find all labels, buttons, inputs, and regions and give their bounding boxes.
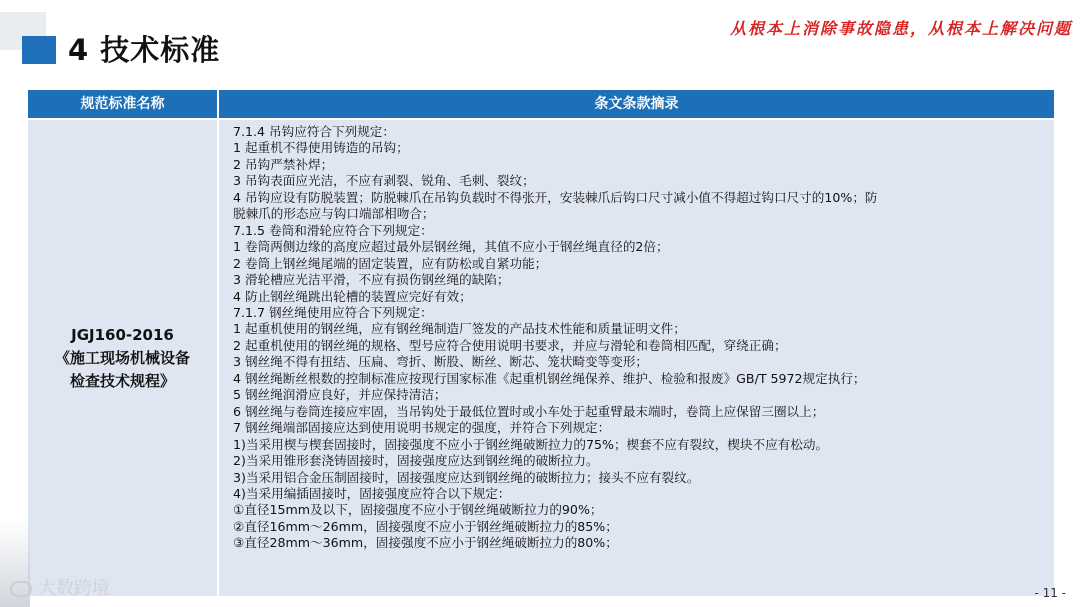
clause-line: 5 钢丝绳润滑应良好，并应保持清洁； [233, 387, 447, 403]
clause-line: 7 钢丝绳端部固接应达到使用说明书规定的强度，并符合下列规定： [233, 420, 611, 436]
clause-line: 2)当采用锥形套浇铸固接时，固接强度应达到钢丝绳的破断拉力。 [233, 453, 599, 469]
clause-line: ③直径28mm～36mm，固接强度不应小于钢丝绳破断拉力的80%； [233, 535, 618, 551]
clause-line: ②直径16mm～26mm，固接强度不应小于钢丝绳破断拉力的85%； [233, 518, 618, 534]
clause-line: 4 钢丝绳断丝根数的控制标准应按现行国家标准《起重机钢丝绳保养、维护、检验和报废》GB/T 5972规定执行； [233, 370, 866, 386]
standard-name-cell [28, 120, 217, 596]
clause-line: 1 起重机不得使用铸造的吊钩； [233, 140, 409, 156]
clause-line: 7.1.7 钢丝绳使用应符合下列规定： [233, 304, 433, 320]
clause-line: 4)当采用编插固接时，固接强度应符合以下规定： [233, 485, 511, 501]
clause-line: 4 防止钢丝绳跳出轮槽的装置应完好有效； [233, 288, 472, 304]
table-header-row [28, 90, 1054, 118]
standards-table [28, 90, 1054, 596]
column-header-clause-excerpt: 条文条款摘录 [219, 90, 1054, 118]
clause-line: 1 卷筒两侧边缘的高度应超过最外层钢丝绳，其值不应小于钢丝绳直径的2倍； [233, 239, 669, 255]
watermark [10, 574, 110, 600]
standard-code: JGJ160-2016 [71, 325, 174, 344]
clause-line: 1)当采用楔与楔套固接时，固接强度不应小于钢丝绳破断拉力的75%；楔套不应有裂纹，楔块不应有松动。 [233, 436, 829, 452]
clause-line: 2 卷筒上钢丝绳尾端的固定装置，应有防松或自紧功能； [233, 255, 548, 271]
clause-line: 3)当采用铝合金压制固接时，固接强度应达到钢丝绳的破断拉力；接头不应有裂纹。 [233, 469, 700, 485]
clause-line: 4 吊钩应设有防脱装置；防脱棘爪在吊钩负载时不得张开，安装棘爪后钩口尺寸减小值不得超过钩口尺寸的10%；防 [233, 189, 878, 205]
page-title: 4 技术标准 [68, 33, 221, 67]
clause-line: 3 钢丝绳不得有扭结、压扁、弯折、断股、断丝、断芯、笼状畸变等变形； [233, 354, 649, 370]
clause-excerpt-cell [219, 120, 1054, 596]
standard-name-line2: 检查技术规程》 [69, 371, 175, 390]
clause-line: ①直径15mm及以下，固接强度不应小于钢丝绳破断拉力的90%； [233, 502, 603, 518]
column-header-standard-name: 规范标准名称 [28, 90, 217, 118]
clause-line: 3 滑轮槽应光洁平滑，不应有损伤钢丝绳的缺陷； [233, 272, 510, 288]
slogan: 从根本上消除事故隐患，从根本上解决问题 [729, 19, 1072, 38]
clause-line: 脱棘爪的形态应与钩口端部相吻合； [233, 206, 435, 222]
clause-list [233, 124, 1046, 552]
watermark-logo-icon [10, 581, 32, 597]
title-marker [22, 36, 56, 64]
clause-line: 2 吊钩严禁补焊； [233, 156, 334, 172]
clause-line: 3 吊钩表面应光洁，不应有剥裂、锐角、毛刺、裂纹； [233, 173, 535, 189]
watermark-text: 大数跨境 [38, 578, 110, 599]
clause-line: 2 起重机使用的钢丝绳的规格、型号应符合使用说明书要求，并应与滑轮和卷筒相匹配，穿绕正确； [233, 337, 787, 353]
clause-line: 6 钢丝绳与卷筒连接应牢固，当吊钩处于最低位置时或小车处于起重臂最末端时，卷筒上应保留三圈以上； [233, 403, 825, 419]
clause-line: 7.1.4 吊钩应符合下列规定： [233, 124, 395, 139]
standard-name-line1: 《施工现场机械设备 [54, 348, 190, 367]
page-number: - 11 - [1034, 586, 1066, 600]
clause-line: 1 起重机使用的钢丝绳，应有钢丝绳制造厂签发的产品技术性能和质量证明文件； [233, 321, 686, 337]
clause-line: 7.1.5 卷筒和滑轮应符合下列规定： [233, 222, 433, 238]
